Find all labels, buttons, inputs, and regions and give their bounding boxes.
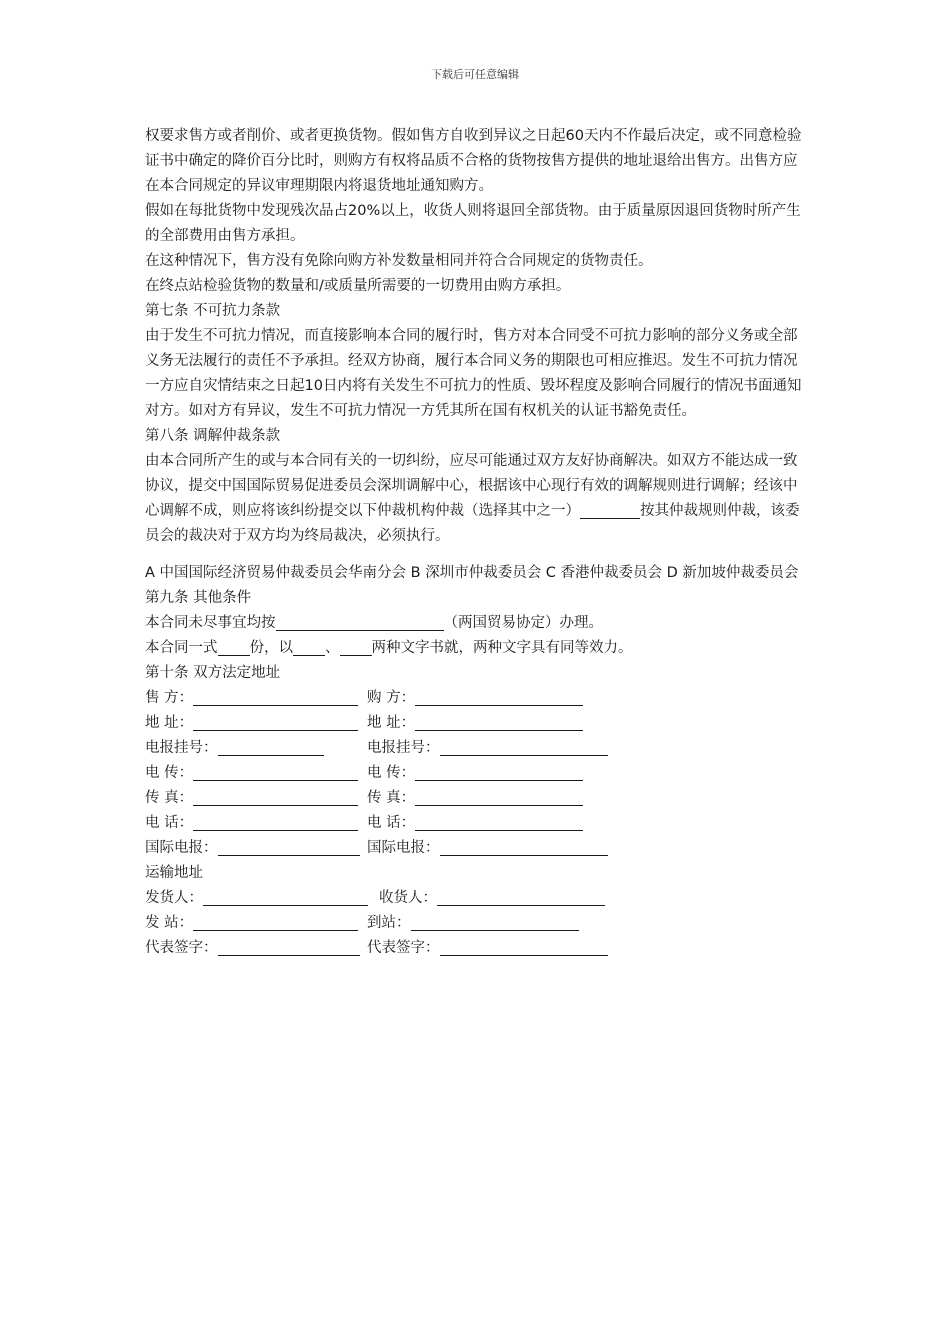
article-9-line-2: 本合同一式 份，以 、 两种文字书就，两种文字具有同等效力。 [145,636,810,661]
seller-field[interactable] [193,687,358,706]
address-row-cable: 电报挂号： 电报挂号： [145,736,810,761]
buyer-phone-field[interactable] [415,812,583,831]
language-1-blank[interactable] [293,637,325,656]
seller-fax-field[interactable] [193,787,358,806]
address-row-parties: 售 方： 购 方： [145,686,810,711]
seller-intl-cable-field[interactable] [218,837,360,856]
consignee-field[interactable] [437,887,605,906]
address-row-phone: 电 话： 电 话： [145,811,810,836]
transport-title: 运输地址 [145,865,203,881]
transport-row-parties: 发货人： 收货人： [145,886,810,911]
page-header: 下载后可任意编辑 [431,68,519,81]
agreement-blank[interactable] [276,612,444,631]
transport-row-signatures: 代表签字： 代表签字： [145,936,810,961]
paragraph: 权要求售方或者削价、或者更换货物。假如售方自收到异议之日起60天内不作最后决定，或不同意检验证书中确定的降价百分比时，则购方有权将品质不合格的货物按售方提供的地址退给出售方。出售方应在本合同规定的异议审理期限内将退货地址通知购方。 [145,128,802,194]
article-9-title: 第九条 其他条件 [145,590,252,606]
copies-blank[interactable] [218,637,250,656]
seller-phone-field[interactable] [193,812,358,831]
buyer-field[interactable] [415,687,583,706]
buyer-telex-field[interactable] [415,762,583,781]
article-10-title: 第十条 双方法定地址 [145,665,281,681]
buyer-address-field[interactable] [415,712,583,731]
address-row-telex: 电 传： 电 传： [145,761,810,786]
buyer-signature-field[interactable] [440,937,608,956]
buyer-cable-field[interactable] [440,737,608,756]
language-2-blank[interactable] [340,637,372,656]
arbitration-choice-blank[interactable] [580,500,640,519]
transport-row-stations: 发 站： 到站： [145,911,810,936]
paragraph: 在这种情况下，售方没有免除向购方补发数量相同并符合合同规定的货物责任。 [145,253,653,269]
seller-signature-field[interactable] [218,937,360,956]
paragraph: 假如在每批货物中发现残次品占20%以上，收货人则将退回全部货物。由于质量原因退回货物时所产生的全部费用由售方承担。 [145,203,801,244]
article-7-title: 第七条 不可抗力条款 [145,303,281,319]
paragraph: 在终点站检验货物的数量和/或质量所需要的一切费用由购方承担。 [145,278,571,294]
arbitration-options: A 中国国际经济贸易仲裁委员会华南分会 B 深圳市仲裁委员会 C 香港仲裁委员会 D 新加坡仲裁委员会 [145,565,799,581]
article-9-line-1: 本合同未尽事宜均按 （两国贸易协定）办理。 [145,611,810,636]
address-row-intl-cable: 国际电报： 国际电报： [145,836,810,861]
arrival-station-field[interactable] [411,912,579,931]
shipper-field[interactable] [203,887,368,906]
article-8-body: 由本合同所产生的或与本合同有关的一切纠纷，应尽可能通过双方友好协商解决。如双方不能达成一致协议，提交中国国际贸易促进委员会深圳调解中心，根据该中心现行有效的调解规则进行调解；经该中心调解不成，则应将该纠纷提交以下仲裁机构仲裁（选择其中之一） 按其仲裁规则仲裁，该委员会的裁决对于双方均为终局裁决，必须执行。 [145,453,800,544]
departure-station-field[interactable] [193,912,358,931]
address-row-address: 地 址： 地 址： [145,711,810,736]
seller-cable-field[interactable] [218,737,324,756]
article-7-body: 由于发生不可抗力情况，而直接影响本合同的履行时，售方对本合同受不可抗力影响的部分义务或全部义务无法履行的责任不予承担。经双方协商，履行本合同义务的期限也可相应推迟。发生不可抗力情况一方应自灾情结束之日起10日内将有关发生不可抗力的性质、毁坏程度及影响合同履行的情况书面通知对方。如对方有异议，发生不可抗力情况一方凭其所在国有权机关的认证书豁免责任。 [145,328,802,419]
seller-telex-field[interactable] [193,762,358,781]
contract-body [145,124,810,961]
article-8-title: 第八条 调解仲裁条款 [145,428,281,444]
buyer-intl-cable-field[interactable] [440,837,608,856]
seller-address-field[interactable] [193,712,358,731]
address-row-fax: 传 真： 传 真： [145,786,810,811]
buyer-fax-field[interactable] [415,787,583,806]
